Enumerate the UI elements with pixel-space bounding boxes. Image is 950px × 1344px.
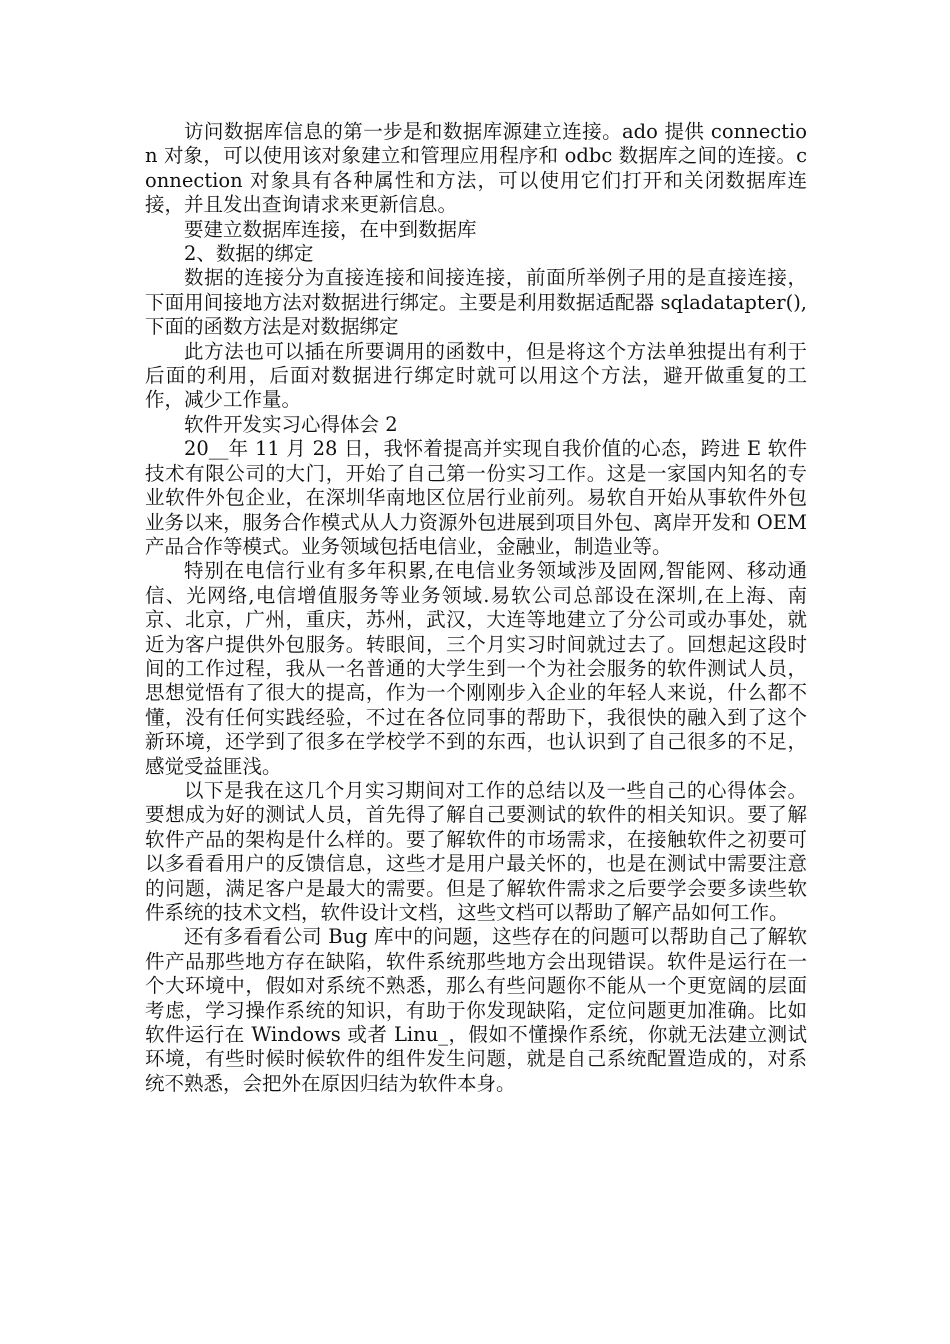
paragraph: 20__年 11 月 28 日，我怀着提高并实现自我价值的心态，跨进 E 软件技术有限公司的大门，开始了自己第一份实习工作。这是一家国内知名的专业软件外包企业，在深圳华南地区位居行业前列。易软自开始从事软件外包业务以来，服务合作模式从人力资源外包进展到项目外包、离岸开发和 OEM 产品合作等模式。业务领域包括电信业，金融业，制造业等。 <box>145 437 807 558</box>
paragraph: 要建立数据库连接，在中到数据库 <box>184 217 477 241</box>
paragraph: 还有多看看公司 Bug 库中的问题，这些存在的问题可以帮助自己了解软件产品那些地方存在缺陷，软件系统那些地方会出现错误。软件是运行在一个大环境中，假如对系统不熟悉，那么有些问题你不能从一个更宽阔的层面考虑，学习操作系统的知识，有助于你发现缺陷，定位问题更加准确。比如软件运行在 Windows 或者 Linu_，假如不懂操作系统，你就无法建立测试环境，有些时候时候软件的组件发生问题，就是自己系统配置造成的，对系统不熟悉，会把外在原因归结为软件本身。 <box>145 925 807 1095</box>
paragraph: 以下是我在这几个月实习期间对工作的总结以及一些自己的心得体会。要想成为好的测试人员，首先得了解自己要测试的软件的相关知识。要了解软件产品的架构是什么样的。要了解软件的市场需求，在接触软件之初要可以多看看用户的反馈信息，这些才是用户最关怀的，也是在测试中需要注意的问题，满足客户是最大的需要。但是了解软件需求之后要学会要多读些软件系统的技术文档，软件设计文档，这些文档可以帮助了解产品如何工作。 <box>145 778 807 924</box>
section-heading: 2、数据的绑定 <box>184 242 314 266</box>
paragraph: 数据的连接分为直接连接和间接连接，前面所举例子用的是直接连接，下面用间接地方法对数据进行绑定。主要是利用数据适配器 sqladatapter(),下面的函数方法是对数据绑定 <box>145 266 807 339</box>
paragraph: 访问数据库信息的第一步是和数据库源建立连接。ado 提供 connection 对象，可以使用该对象建立和管理应用程序和 odbc 数据库之间的连接。connection 对象具有各种属性和方法，可以使用它们打开和关闭数据库连接，并且发出查询请求来更新信息。 <box>145 120 807 217</box>
document-body <box>145 120 807 1096</box>
paragraph: 特别在电信行业有多年积累,在电信业务领域涉及固网,智能网、移动通信、光网络,电信增值服务等业务领域.易软公司总部设在深圳,在上海、南京、北京，广州，重庆，苏州，武汉，大连等地建立了分公司或办事处，就近为客户提供外包服务。转眼间，三个月实习时间就过去了。回想起这段时间的工作过程，我从一名普通的大学生到一个为社会服务的软件测试人员，思想觉悟有了很大的提高，作为一个刚刚步入企业的年轻人来说，什么都不懂，没有任何实践经验，不过在各位同事的帮助下，我很快的融入到了这个新环境，还学到了很多在学校学不到的东西，也认识到了自己很多的不足，感觉受益匪浅。 <box>145 559 807 778</box>
section-heading: 软件开发实习心得体会 2 <box>184 412 398 436</box>
paragraph: 此方法也可以插在所要调用的函数中，但是将这个方法单独提出有利于后面的利用，后面对数据进行绑定时就可以用这个方法，避开做重复的工作，减少工作量。 <box>145 339 807 412</box>
